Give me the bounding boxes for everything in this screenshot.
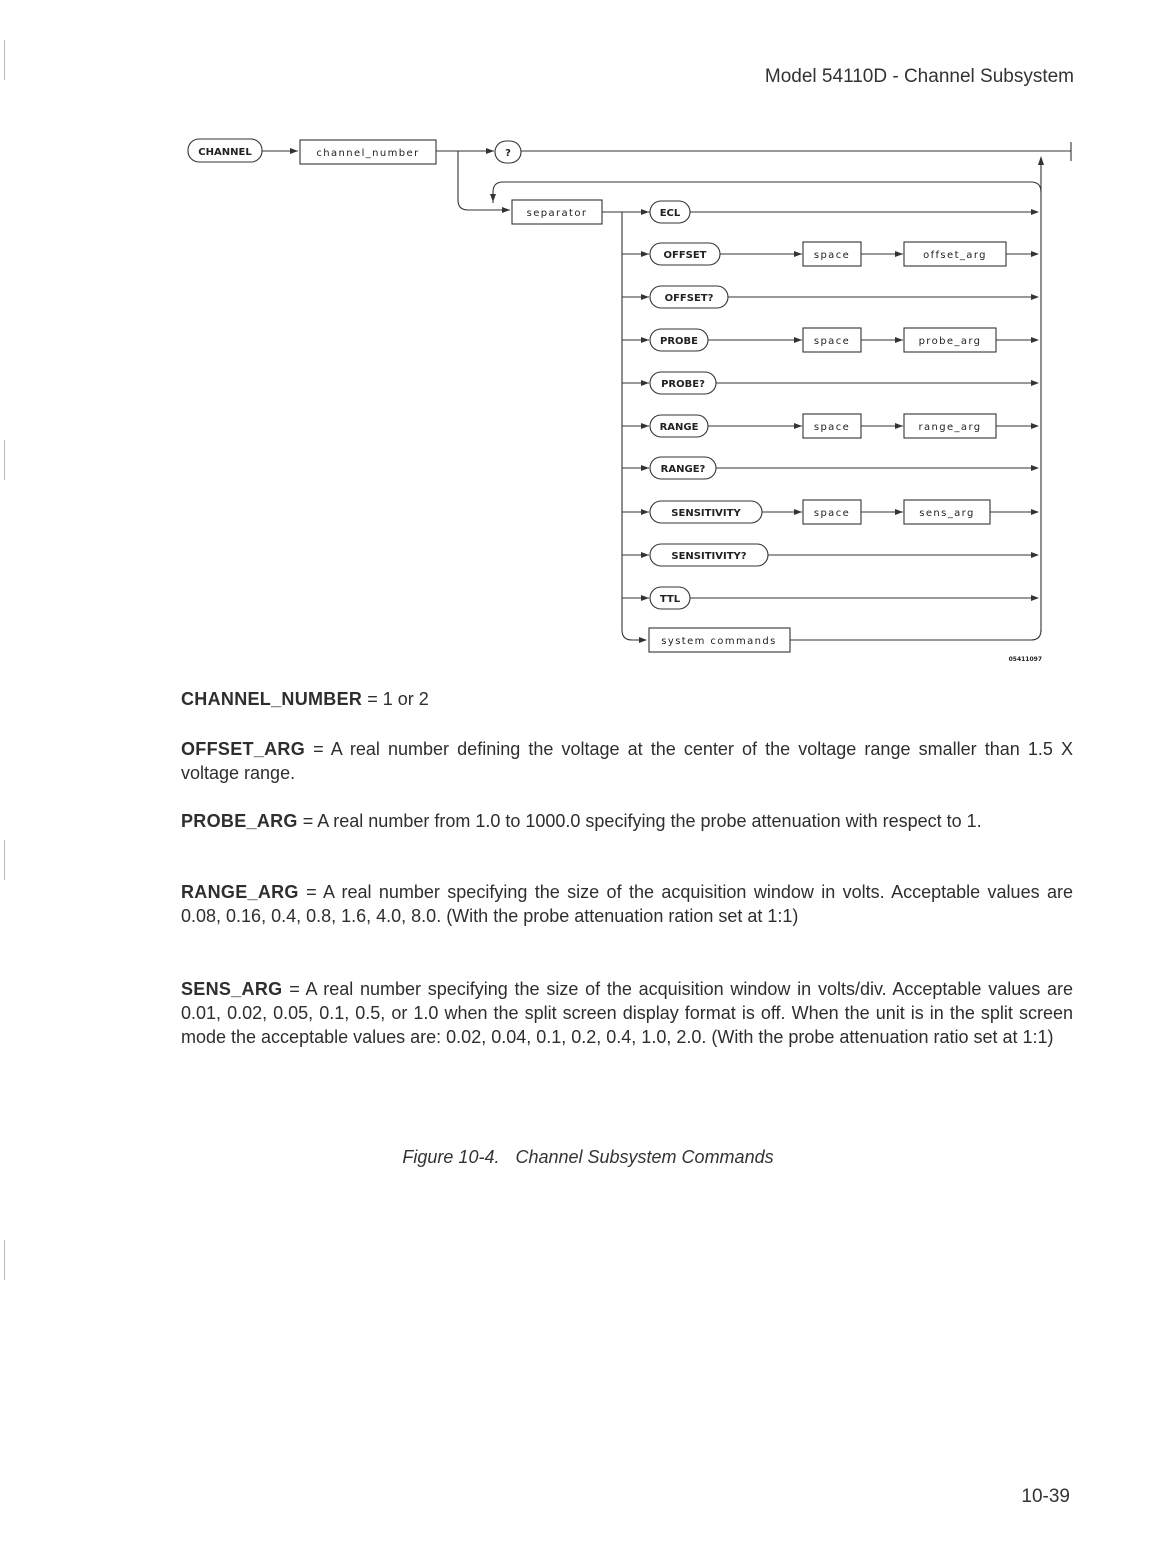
binding-edge-mark (4, 840, 13, 880)
binding-edge-mark (4, 1240, 13, 1280)
space-label: space (813, 422, 851, 433)
figure-caption (0, 1147, 1176, 1168)
branch-keyword: ECL (659, 208, 681, 219)
definition-channel-number (181, 687, 1073, 711)
branch-group (622, 201, 1039, 609)
query-keyword: ? (505, 148, 511, 159)
branch-keyword: OFFSET (663, 250, 707, 261)
syntax-diagram (0, 0, 1176, 700)
binding-edge-mark (4, 40, 13, 80)
branch-keyword: RANGE? (660, 464, 706, 475)
figure-code: 05411097 (1008, 656, 1042, 663)
system-commands-label: system commands (661, 636, 777, 647)
definition-offset-arg (181, 737, 1073, 785)
branch-keyword: RANGE (659, 422, 699, 433)
running-header: Model 54110D - Channel Subsystem (764, 66, 1074, 87)
channel-keyword: CHANNEL (198, 147, 252, 158)
space-label: space (813, 250, 851, 261)
definition-term: RANGE_ARG (181, 882, 299, 902)
definition-text: = 1 or 2 (367, 689, 429, 709)
argument-label: sens_arg (919, 508, 975, 519)
branch-keyword: PROBE? (661, 379, 705, 390)
channel-number-label: channel_number (316, 148, 420, 159)
definition-sens-arg (181, 977, 1073, 1049)
argument-label: probe_arg (918, 336, 982, 347)
figure-title: Channel Subsystem Commands (515, 1147, 774, 1167)
definition-term: OFFSET_ARG (181, 739, 306, 759)
branch-keyword: SENSITIVITY? (671, 551, 747, 562)
definition-range-arg (181, 880, 1073, 928)
space-label: space (813, 336, 851, 347)
separator-label: separator (526, 208, 588, 219)
binding-edge-mark (4, 440, 13, 480)
argument-label: offset_arg (923, 250, 987, 261)
argument-label: range_arg (918, 422, 982, 433)
definition-text: = A real number from 1.0 to 1000.0 specifying the probe attenuation with respect to 1. (302, 811, 982, 831)
definition-probe-arg (181, 809, 1073, 833)
definition-term: PROBE_ARG (181, 811, 298, 831)
figure-label: Figure 10-4. (402, 1147, 500, 1167)
definition-term: CHANNEL_NUMBER (181, 689, 363, 709)
definition-text: = A real number specifying the size of the acquisition window in volts. Acceptable values are 0.08, 0.16, 0.4, 0.8, 1.6, 4.0, 8.0. (With the probe attenuation ration set at 1:1) (181, 882, 1073, 926)
branch-keyword: SENSITIVITY (671, 508, 741, 519)
branch-keyword: OFFSET? (664, 293, 714, 304)
space-label: space (813, 508, 851, 519)
page-number: 10-39 (1021, 1486, 1070, 1507)
definition-text: = A real number defining the voltage at the center of the voltage range smaller than 1.5 X voltage range. (181, 739, 1073, 783)
branch-keyword: PROBE (660, 336, 698, 347)
definition-text: = A real number specifying the size of the acquisition window in volts/div. Acceptable values are 0.01, 0.02, 0.05, 0.1, 0.5, or 1.0 when the split screen display format is off. When the unit is in the split screen mode the acceptable values are: 0.02, 0.04, 0.1, 0.2, 0.4, 1.0, 2.0. (With the probe attenuation ratio set at 1:1) (181, 979, 1073, 1047)
branch-keyword: TTL (659, 594, 681, 605)
definition-term: SENS_ARG (181, 979, 283, 999)
